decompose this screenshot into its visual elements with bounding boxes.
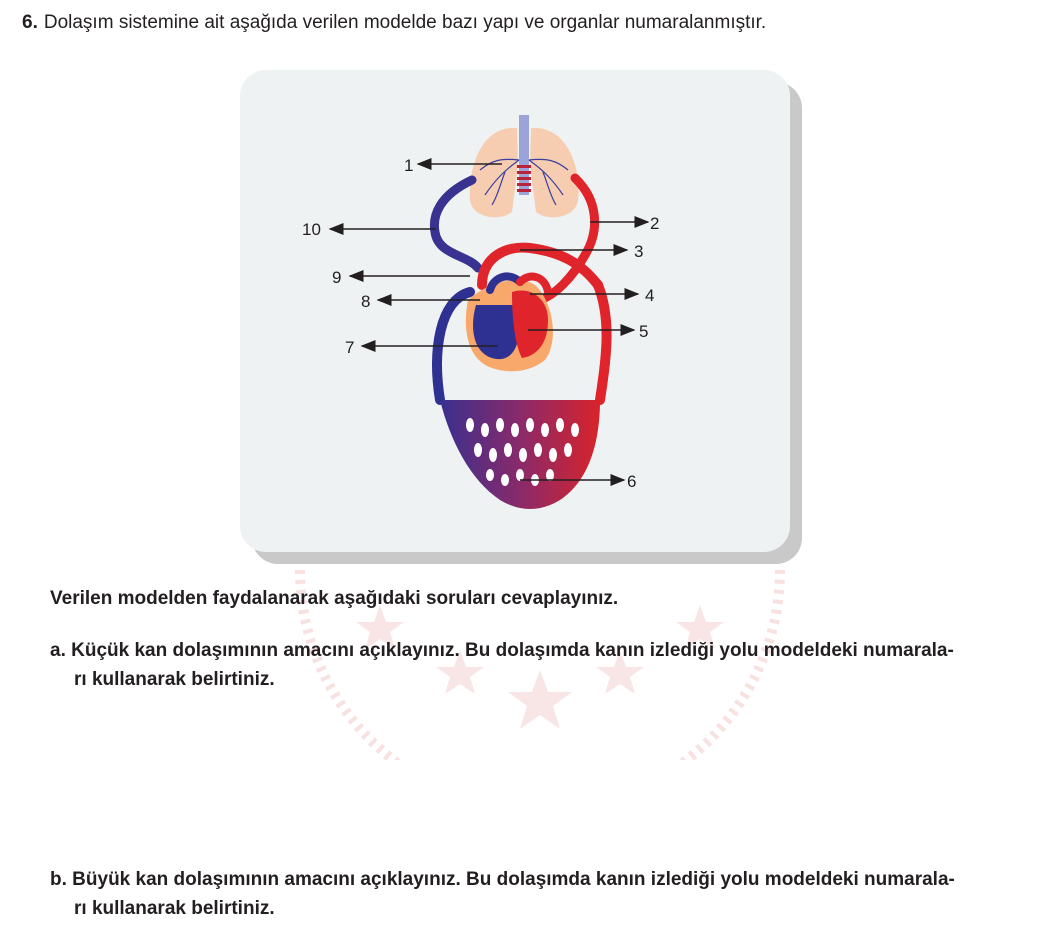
label-9: 9	[332, 268, 342, 287]
lungs	[470, 115, 579, 217]
question-text: Dolaşım sistemine ait aşağıda verilen modelde bazı yapı ve organlar numaralanmıştır.	[43, 12, 767, 33]
label-6: 6	[627, 472, 637, 491]
sub-question-b-line2: rı kullanarak belirtiniz.	[74, 898, 275, 919]
label-5: 5	[639, 322, 649, 341]
sub-question-b-letter: b.	[50, 869, 67, 890]
label-4: 4	[645, 286, 655, 305]
sub-question-b-line1: Büyük kan dolaşımının amacını açıklayınız. Bu dolaşımda kanın izlediği yolu modeldeki numarala-	[72, 869, 955, 890]
heart	[466, 276, 553, 371]
sub-question-a-line1: Küçük kan dolaşımının amacını açıklayınız. Bu dolaşımda kanın izlediği yolu modeldeki numarala-	[71, 640, 954, 661]
systemic-artery	[598, 285, 607, 400]
label-7: 7	[345, 338, 355, 357]
sub-question-a	[50, 636, 1045, 694]
sub-question-a-line2: rı kullanarak belirtiniz.	[74, 669, 275, 690]
sub-question-b	[50, 865, 1045, 923]
capillary-bed	[440, 400, 600, 509]
label-8: 8	[361, 292, 371, 311]
label-2: 2	[650, 214, 660, 233]
label-1: 1	[404, 156, 414, 175]
label-10: 10	[302, 220, 321, 239]
question-number: 6.	[22, 12, 38, 33]
instruction: Verilen modelden faydalanarak aşağıdaki soruları cevaplayınız.	[50, 588, 619, 609]
sub-question-a-letter: a.	[50, 640, 66, 661]
label-3: 3	[634, 242, 644, 261]
